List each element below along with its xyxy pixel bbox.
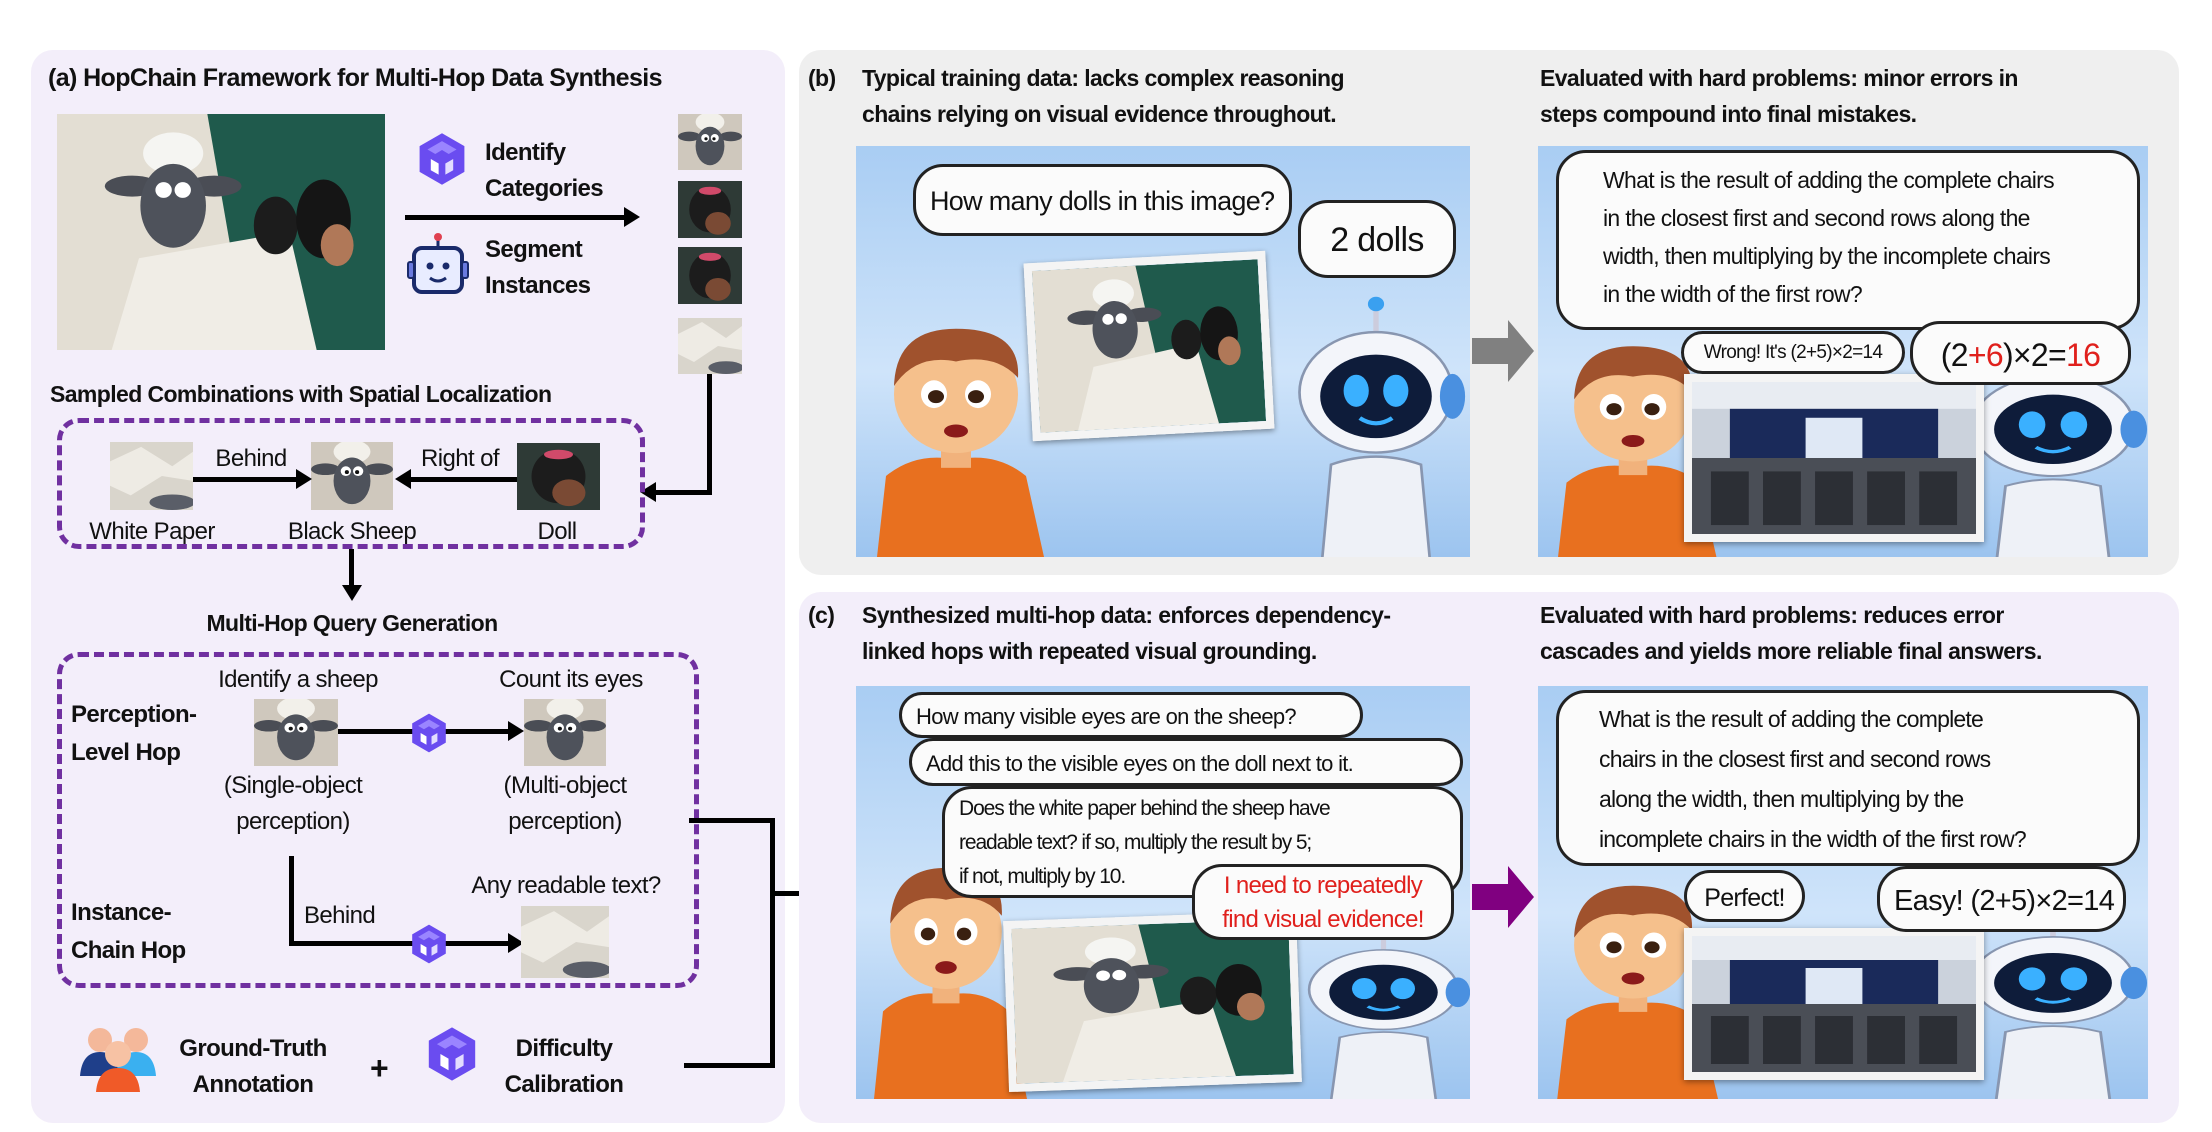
framed-photo [1024, 251, 1275, 441]
people-icon [78, 1020, 158, 1092]
sampled-combinations-title: Sampled Combinations with Spatial Localization [50, 381, 552, 407]
winking-robot-illustration [1958, 911, 2148, 1099]
grey-arrow-icon [1472, 320, 1534, 382]
node-black-sheep-image [311, 442, 393, 510]
hop-paper-image [521, 906, 609, 978]
panel-c-right-heading: Evaluated with hard problems: reduces error cascades and yields more reliable final answers. [1540, 602, 2042, 664]
robot-icon [406, 232, 470, 298]
ground-truth-label: Ground-Truth Annotation [179, 1035, 327, 1098]
arrow-head [395, 469, 411, 489]
identify-categories-label: Identify Categories [485, 139, 604, 202]
robot-answer-bubble: (2+6)×2=16 [1910, 321, 2131, 385]
relation-right-of-arrow [410, 477, 517, 482]
hard-problem-failure-scene [1538, 146, 2148, 557]
readable-text-label: Any readable text? [471, 872, 661, 899]
behind-label: Behind [304, 902, 376, 929]
arrow-head [342, 585, 362, 601]
node-doll-label: Doll [537, 518, 577, 545]
panel-b-left-heading: Typical training data: lacks complex reasoning chains relying on visual evidence throughout. [862, 65, 1344, 127]
crop-doll-1 [678, 181, 742, 238]
typical-data-scene [856, 146, 1470, 557]
answer-bubble: 2 dolls [1298, 200, 1456, 278]
connector-down [349, 549, 354, 587]
question-bubble: How many dolls in this image? [913, 164, 1292, 236]
relation-right-of-label: Right of [421, 445, 499, 472]
panel-b-label: (b) [808, 65, 836, 91]
hop-bubble-3: Does the white paper behind the sheep have readable text? if so, multiply the result by 5; if not, multiply by 10. [942, 786, 1463, 898]
node-black-sheep-label: Black Sheep [287, 518, 417, 545]
framed-hall-photo [1684, 928, 1984, 1080]
count-eyes-label: Count its eyes [499, 666, 643, 693]
worried-robot-illustration [1296, 926, 1470, 1099]
plus-sign: + [369, 1050, 389, 1086]
single-object-label: (Single-object perception) [223, 772, 363, 835]
difficulty-calibration-label: Difficulty Calibration [504, 1035, 624, 1098]
qwen-logo-icon [408, 710, 450, 756]
instance-hop-line [289, 856, 294, 946]
crop-sheep [678, 114, 742, 170]
node-doll-image [517, 443, 600, 510]
framed-hall-photo [1684, 374, 1984, 542]
relation-behind-label: Behind [215, 445, 287, 472]
segment-instances-label: Segment Instances [485, 236, 591, 299]
arrow-head [296, 469, 312, 489]
node-white-paper-image [110, 442, 193, 510]
qwen-logo-icon [423, 1022, 481, 1086]
hard-question-bubble: What is the result of adding the complete chairs in the closest first and second rows along the width, then multiplying by the incomplete chairs in the width of the first row? [1556, 150, 2140, 330]
crop-doll-2 [678, 247, 742, 304]
node-white-paper-label: White Paper [89, 518, 215, 545]
arrow-head [508, 721, 524, 741]
qwen-logo-icon [414, 128, 470, 190]
hop-sheep-image-1 [254, 699, 338, 766]
panel-a-title: (a) HopChain Framework for Multi-Hop Data Synthesis [48, 64, 662, 92]
wrong-bubble: Wrong! It's (2+5)×2=14 [1681, 331, 1905, 374]
source-photo [57, 114, 385, 350]
multi-object-label: (Multi-object perception) [503, 772, 627, 835]
instance-chain-hop-label: Instance- Chain Hop [71, 899, 186, 964]
connector-crops-down [707, 374, 712, 495]
identify-sheep-label: Identify a sheep [218, 666, 378, 693]
robot-thought-bubble: I need to repeatedly find visual evidence! [1192, 864, 1454, 940]
connector-crops-left [655, 490, 712, 495]
query-generation-title: Multi-Hop Query Generation [206, 610, 498, 636]
easy-bubble: Easy! (2+5)×2=14 [1877, 866, 2126, 932]
connector-bottom [684, 1063, 775, 1068]
crop-paper [678, 318, 742, 374]
purple-arrow-icon [1472, 866, 1534, 928]
perfect-bubble: Perfect! [1684, 870, 1805, 922]
qwen-logo-icon [408, 921, 450, 967]
arrow-head [624, 207, 640, 227]
connector-vertical [770, 818, 775, 1068]
arrow-extract [405, 215, 625, 220]
hard-problem-success-scene [1538, 686, 2148, 1099]
perception-level-hop-label: Perception- Level Hop [71, 701, 197, 766]
robot-illustration [1286, 296, 1466, 557]
panel-c-label: (c) [808, 602, 835, 628]
instance-hop-arrow [289, 941, 509, 946]
hop-bubble-1: How many visible eyes are on the sheep? [899, 692, 1363, 738]
relation-behind-arrow [193, 477, 297, 482]
connector-query-right [689, 818, 775, 823]
hard-question-bubble: What is the result of adding the complete chairs in the closest first and second rows along the width, then multiplying by the incomplete chairs in the width of the first row? [1556, 690, 2140, 866]
panel-b-right-heading: Evaluated with hard problems: minor errors in steps compound into final mistakes. [1540, 65, 2018, 127]
panel-c-left-heading: Synthesized multi-hop data: enforces dependency- linked hops with repeated visual grounding. [862, 602, 1391, 664]
multi-hop-data-scene [856, 686, 1470, 1099]
hop-sheep-image-2 [524, 699, 606, 766]
hop-bubble-2: Add this to the visible eyes on the doll next to it. [909, 738, 1463, 786]
person-illustration [856, 296, 1056, 557]
